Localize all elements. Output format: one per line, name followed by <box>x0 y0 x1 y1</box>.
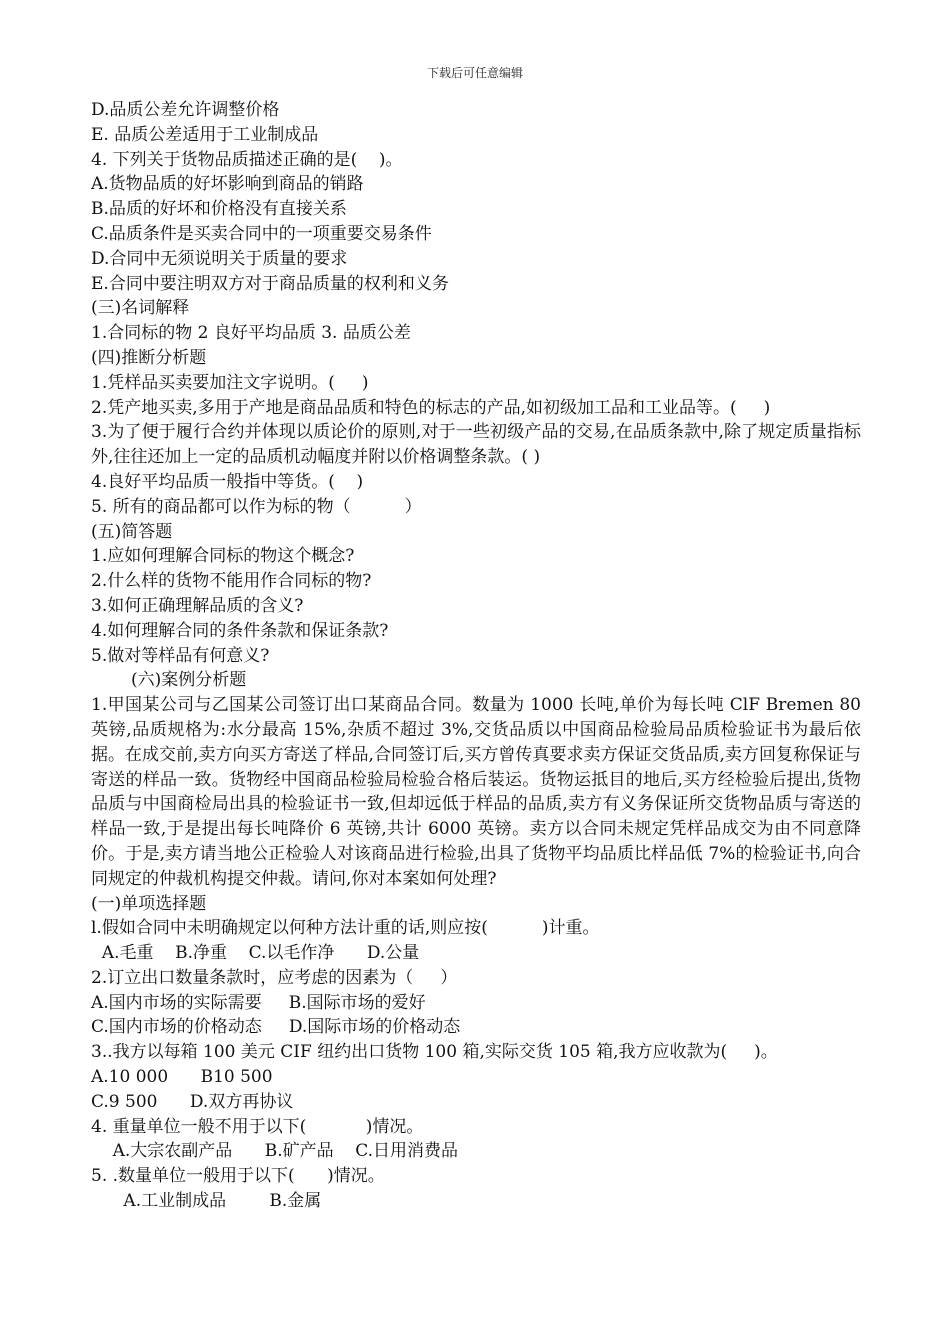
options-line: C.国内市场的价格动态 D.国际市场的价格动态 <box>91 1017 461 1038</box>
question-line: l.假如合同中未明确规定以何种方法计重的话,则应按( )计重。 <box>91 918 600 939</box>
section-heading: (四)推断分析题 <box>91 347 207 368</box>
option-d-line: D.品质公差允许调整价格 <box>91 100 280 120</box>
question-line: 1.凭样品买卖要加注文字说明。( ) <box>91 372 369 393</box>
option-a-line: A.货物品质的好坏影响到商品的销路 <box>91 174 364 195</box>
option-b-line: B.品质的好坏和价格没有直接关系 <box>91 199 347 220</box>
document-body <box>91 98 861 1214</box>
question-line: 1.应如何理解合同标的物这个概念? <box>91 546 355 567</box>
question-line: 3.如何正确理解品质的含义? <box>91 595 304 616</box>
option-e-line: E.合同中要注明双方对于商品质量的权利和义务 <box>91 273 449 294</box>
options-line: A.国内市场的实际需要 B.国际市场的爱好 <box>91 992 426 1013</box>
question-line: 5. .数量单位一般用于以下( )情况。 <box>91 1166 385 1187</box>
case-paragraph: 1.甲国某公司与乙国某公司签订出口某商品合同。数量为 1000 长吨,单价为每长吨 ClF Bremen 80 英镑,品质规格为:水分最高 15%,杂质不超过 3%,交货品质以中国商品检验局品质检验证书为最后依据。在成交前,卖方向买方寄送了样品,合同签订后,买方曾传真要求卖方保证交货品质,卖方回复称保证与寄送的样品一致。货物经中国商品检验局检验合格后装运。货物运抵目的地后,买方经检验后提出,货物品质与中国商检局出具的检验证书一致,但却远低于样品的品质,卖方有义务保证所交货物品质与寄送的样品一致,于是提出每长吨降价 6 英镑,共计 6000 英镑。卖方以合同未规定凭样品成交为由不同意降价。于是,卖方请当地公正检验人对该商品进行检验,出具了货物平均品质比样品低 7%的检验证书,向合同规定的仲裁机构提交仲裁。请问,你对本案如何处理? <box>91 695 861 889</box>
question-line: 2.什么样的货物不能用作合同标的物? <box>91 571 372 592</box>
question-line: 4.如何理解合同的条件条款和保证条款? <box>91 620 389 641</box>
question-4: 4. 下列关于货物品质描述正确的是( )。 <box>91 149 403 170</box>
question-line: 1.合同标的物 2 良好平均品质 3. 品质公差 <box>91 323 411 344</box>
question-line: 2.订立出口数量条款时，应考虑的因素为（ ） <box>91 967 458 988</box>
option-c-line: C.品质条件是买卖合同中的一项重要交易条件 <box>91 223 432 244</box>
option-e-line: E. 品质公差适用于工业制成品 <box>91 124 319 145</box>
section-heading: (六)案例分析题 <box>131 670 247 691</box>
page-header: 下载后可任意编辑 <box>426 66 523 80</box>
question-line: 3..我方以每箱 100 美元 CIF 纽约出口货物 100 箱,实际交货 105 箱,我方应收款为( )。 <box>91 1042 778 1063</box>
section-heading: (一)单项选择题 <box>91 893 207 914</box>
section-heading: (五)简答题 <box>91 521 173 542</box>
options-line: A.10 000 B10 500 <box>91 1067 273 1088</box>
option-d-line: D.合同中无须说明关于质量的要求 <box>91 248 348 269</box>
question-line: 4.良好平均品质一般指中等货。( ) <box>91 471 364 492</box>
options-line: A.大宗农副产品 B.矿产品 C.日用消费品 <box>91 1141 459 1162</box>
options-line: A.毛重 B.净重 C.以毛作净 D.公量 <box>91 943 420 964</box>
section-heading: (三)名词解释 <box>91 298 190 319</box>
question-paragraph: 3.为了便于履行合约并体现以质论价的原则,对于一些初级产品的交易,在品质条款中,除了规定质量指标外,往往还加上一定的品质机动幅度并附以价格调整条款。( ) <box>91 422 861 468</box>
options-line: A.工业制成品 B.金属 <box>91 1191 322 1212</box>
options-line: C.9 500 D.双方再协议 <box>91 1091 294 1112</box>
question-line: 5. 所有的商品都可以作为标的物（ ） <box>91 496 422 517</box>
question-line: 2.凭产地买卖,多用于产地是商品品质和特色的标志的产品,如初级加工品和工业品等。( ) <box>91 397 771 418</box>
question-line: 4. 重量单位一般不用于以下( )情况。 <box>91 1116 424 1137</box>
question-line: 5.做对等样品有何意义? <box>91 645 270 666</box>
